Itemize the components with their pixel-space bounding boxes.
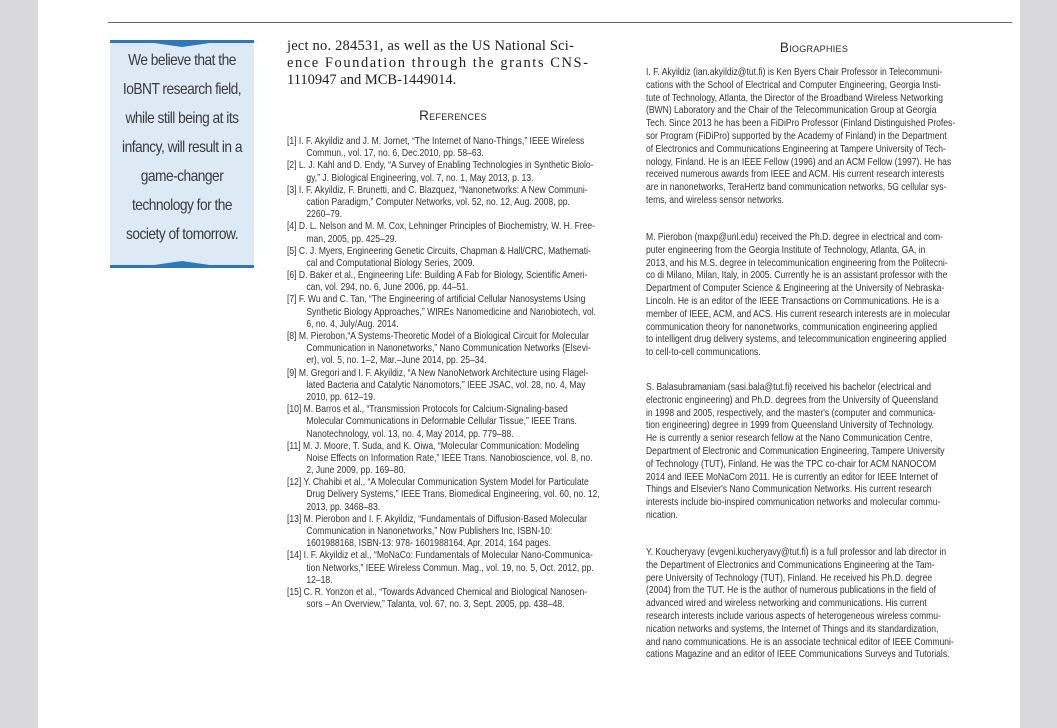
- reference-line: lated Bacteria and Catalytic Nanomotors,” IEEE JSAC, vol. 28, no. 4, May: [306, 379, 586, 391]
- pull-quote-line: technology for the: [131, 197, 233, 214]
- reference-line: [15] C. R. Yonzon et al., “Towards Advanced Chemical and Biological Nanosen-: [287, 586, 588, 598]
- reference-line: Nanotechnology, vol. 13, no. 4, May 2014, pp. 779–88.: [306, 428, 514, 440]
- reference-line: tion Networks,” IEEE Wireless Commun. Mag., vol. 19, no. 5, Oct. 2012, pp.: [306, 562, 594, 574]
- pull-quote-line: society of tomorrow.: [125, 226, 239, 243]
- biography-line: 2013, and his M.S. degree in telecommunication engineering from the Politecni-: [646, 257, 948, 269]
- biography-line: received numerous awards from IEEE and ACM. His current research interests: [646, 169, 945, 181]
- biography-line: (2004) from the TUT. He is the author of numerous publications in the field of: [646, 585, 936, 597]
- pull-quote-line: while still being at its: [125, 110, 239, 127]
- biography-line: cations with the School of Electrical and Computer Engineering, Georgia Insti-: [646, 79, 941, 91]
- biography-line: in 1998 and 2005, respectively, and the master's (computer and communica-: [646, 407, 936, 419]
- reference-line: gy,” J. Biological Engineering, vol. 7, no. 1, May 2013, p. 13.: [306, 172, 534, 184]
- pull-quote: [110, 40, 254, 268]
- biography-line: to cell-to-cell communications.: [646, 347, 761, 359]
- biography-line: sor Program (FiDiPro) supported by the Academy of Finland) in the Department: [646, 130, 947, 142]
- pull-quote-line: IoBNT research field,: [122, 81, 242, 98]
- biography-line: communication theory for nanonetworks, communication engineering applied: [646, 321, 938, 333]
- reference-line: 12–18.: [306, 574, 333, 586]
- biography-line: tems, and wireless sensor networks.: [646, 194, 784, 206]
- reference-line: 2010, pp. 612–19.: [306, 391, 376, 403]
- reference-line: [4] D. L. Nelson and M. M. Cox, Lehninger Principles of Biochemistry, W. H. Free-: [287, 221, 596, 233]
- reference-line: Commun., vol. 17, no. 6, Dec.2010, pp. 58–63.: [306, 148, 484, 160]
- reference-line: [3] I. F. Akyildiz, F. Brunetti, and C. Blazquez, “Nanonetworks: A New Communi-: [287, 184, 588, 196]
- biography-line: electronic engineering) and Ph.D. degrees from the University of Queensland: [646, 394, 939, 406]
- reference-line: 2260–79.: [306, 209, 343, 221]
- reference-line: Communication in Nanonetworks,” Nano Communication Networks (Elsevi-: [306, 343, 591, 355]
- reference-line: 6, no. 4, July/Aug. 2014.: [306, 318, 399, 330]
- intro-line: ject no. 284531, as well as the US National Sci-: [287, 38, 575, 54]
- biography-koucheryavy: [646, 547, 982, 662]
- biography-line: 2014 and IEEE MoNaCom 2011. He is currently an editor for IEEE Internet of: [646, 471, 938, 483]
- biography-line: advanced wired and wireless networking and communications. His current: [646, 598, 927, 610]
- biography-line: (BWN) Laboratory and the Chair of the Telecommunication Group at Georgia: [646, 105, 937, 117]
- top-rule: [108, 22, 1012, 23]
- reference-line: Noise Effects on Information Rate,” IEEE Trans. Nanobioscience, vol. 8, no.: [306, 452, 593, 464]
- biography-line: member of IEEE, ACM, and ACS. His current research interests are in molecular: [646, 308, 951, 320]
- reference-line: 1601988168, ISBN-13: 978- 1601988164, Apr. 2014, 164 pages.: [306, 538, 551, 550]
- biography-balasubramaniam: [646, 382, 982, 523]
- biography-line: I. F. Akyildiz (ian.akyildiz@tut.fi) is Ken Byers Chair Professor in Telecommuni-: [646, 67, 943, 78]
- biography-line: puter engineering from the Georgia Institute of Technology, Atlanta, GA, in: [646, 244, 926, 256]
- reference-line: can, vol. 294, no. 6, June 2006, pp. 44–51.: [306, 282, 469, 294]
- reference-line: cation Paradigm,” Computer Networks, vol. 52, no. 12, Aug. 2008, pp.: [306, 196, 570, 208]
- reference-line: [5] C. J. Myers, Engineering Genetic Circuits, Chapman & Hall/CRC, Mathemati-: [287, 245, 591, 257]
- biography-line: of Technology (TUT), Finland. He was the TPC co-chair for ACM NANOCOM: [646, 458, 937, 470]
- reference-line: [1] I. F. Akyildiz and J. M. Jornet, “The Internet of Nano-Things,” IEEE Wireless: [287, 136, 585, 147]
- reference-line: [13] M. Pierobon and I. F. Akyildiz, “Fundamentals of Diffusion-Based Molecular: [287, 513, 587, 525]
- reference-line: [8] M. Pierobon,“A Systems-Theoretic Model of a Biological Circuit for Molecular: [287, 331, 590, 342]
- pull-quote-bottom-bar: [110, 265, 254, 268]
- intro-line: 1110947 and MCB-1449014.: [287, 72, 457, 88]
- biography-line: research interests include various aspects of heterogeneous wireless commu-: [646, 610, 941, 622]
- biography-line: Y. Koucheryavy (evgeni.kucheryavy@tut.fi) is a full professor and lab director in: [646, 547, 947, 558]
- pull-quote-line: game-changer: [140, 168, 224, 185]
- biography-line: co di Milano, Milan, Italy, in 2005. Currently he is an assistant professor with the: [646, 270, 948, 282]
- pull-quote-line: infancy, will result in a: [122, 139, 242, 156]
- journal-page: [38, 0, 1020, 728]
- reference-line: 2013, pp. 3468–83.: [306, 501, 381, 513]
- reference-line: Synthetic Biology Approaches,” WIREs Nanomedicine and Nanobiotech, vol.: [306, 306, 597, 318]
- reference-line: [9] M. Gregori and I. F. Akyildiz, “A New NanoNetwork Architecture using Flagel-: [287, 367, 589, 379]
- biographies-heading-text: Biographies: [779, 40, 849, 55]
- reference-line: [11] M. J. Moore, T. Suda, and K. Oiwa, “Molecular Communication: Modeling: [287, 440, 580, 452]
- biography-akyildiz: [646, 67, 982, 208]
- biography-line: Tech. Since 2013 he has been a FiDiPro Professor (Finland Distinguished Profes-: [646, 118, 956, 130]
- biography-line: Department of Electronic and Communication Engineering, Tampere University: [646, 445, 945, 457]
- reference-line: Molecular Communications in Deformable Cellular Tissue,” IEEE Trans.: [306, 416, 577, 428]
- reference-line: [6] D. Baker et al., Engineering Life: Building A Fab for Biology, Scientific Ameri-: [287, 270, 588, 282]
- reference-line: Drug Delivery Systems,” IEEE Trans. Biomedical Engineering, vol. 60, no. 12,: [306, 489, 600, 501]
- biography-line: He is currently a senior research fellow at the Nano Communication Centre,: [646, 433, 933, 445]
- biography-line: and nano communications. He is an associate technical editor of IEEE Communi-: [646, 636, 954, 648]
- biography-line: tute of Technology, Atlanta, the Director of the Broadband Wireless Networking: [646, 92, 943, 104]
- biography-line: of Electronics and Communications Engineering at Tampere University of Tech-: [646, 143, 946, 155]
- biographies-heading: [646, 40, 982, 55]
- biography-line: M. Pierobon (maxp@unl.edu) received the Ph.D. degree in electrical and com-: [646, 232, 943, 243]
- pull-quote-top-notch: [154, 43, 210, 47]
- biography-line: nology, Finland. He is an IEEE Fellow (1996) and an ACM Fellow (1997). He has: [646, 156, 952, 168]
- reference-line: Communication in Nanonetworks,” Now Publishers Inc, ISBN-10:: [306, 526, 553, 537]
- reference-line: cal and Computational Biology Series, 2009.: [306, 257, 475, 269]
- biography-line: are in nanonetworks, TeraHertz band communication networks, 5G cellular sys-: [646, 182, 947, 194]
- reference-line: man, 2005, pp. 425–29.: [306, 233, 397, 245]
- reference-line: [2] L. J. Kahl and D. Endy, “A Survey of Enabling Technologies in Synthetic Biolo-: [287, 160, 594, 172]
- reference-line: [10] M. Barros et al., “Transmission Protocols for Calcium-Signaling-based: [287, 404, 568, 416]
- reference-line: er), vol. 5, no. 1–2, Mar.–June 2014, pp. 25–34.: [306, 355, 487, 367]
- reference-line: 2, June 2009, pp. 169–80.: [306, 465, 406, 477]
- biography-line: nication networks and systems, the Internet of Things and its standardization,: [646, 623, 939, 635]
- reference-line: [12] Y. Chahibi et al., “A Molecular Communication System Model for Particulate: [287, 477, 589, 489]
- biography-line: pere University of Technology (TUT), Finland. He received his Ph.D. degree: [646, 572, 933, 584]
- biography-line: nication.: [646, 509, 678, 521]
- reference-line: [7] F. Wu and C. Tan, “The Engineering of artificial Cellular Nanosystems Using: [287, 294, 586, 306]
- reference-line: sors – An Overview,” Talanta, vol. 67, no. 3, Sept. 2005, pp. 438–48.: [306, 599, 565, 611]
- biography-line: to intelligent drug delivery systems, and telecommunication engineering applied: [646, 334, 947, 346]
- reference-line: [14] I. F. Akyildiz et al., “MoNaCo: Fundamentals of Molecular Nano-Communica-: [287, 550, 593, 562]
- biography-line: the Department of Electronics and Communications Engineering at the Tam-: [646, 559, 935, 571]
- references-heading-text: References: [419, 108, 487, 123]
- references-heading: [287, 108, 619, 123]
- biography-line: Things and Elsevier's Nano Communication Networks. His current research: [646, 484, 932, 496]
- biography-line: Department of Computer Science & Engineering at the University of Nebraska-: [646, 283, 945, 295]
- biography-line: S. Balasubramaniam (sasi.bala@tut.fi) received his bachelor (electrical and: [646, 382, 932, 393]
- biography-line: interests include bio-inspired communication networks and molecular commu-: [646, 497, 941, 509]
- biography-line: Lincoln. He is an editor of the IEEE Transactions on Communications. He is a: [646, 295, 940, 307]
- reference-list: [287, 136, 619, 611]
- pull-quote-line: We believe that the: [128, 52, 236, 69]
- biography-line: tion engineering) degree in 1999 from Queensland University of Technology.: [646, 420, 934, 432]
- biography-line: cations Magazine and an editor of IEEE Communications Surveys and Tutorials.: [646, 649, 950, 661]
- biography-pierobon: [646, 232, 982, 360]
- intro-line: ence Foundation through the grants CNS-: [287, 55, 590, 71]
